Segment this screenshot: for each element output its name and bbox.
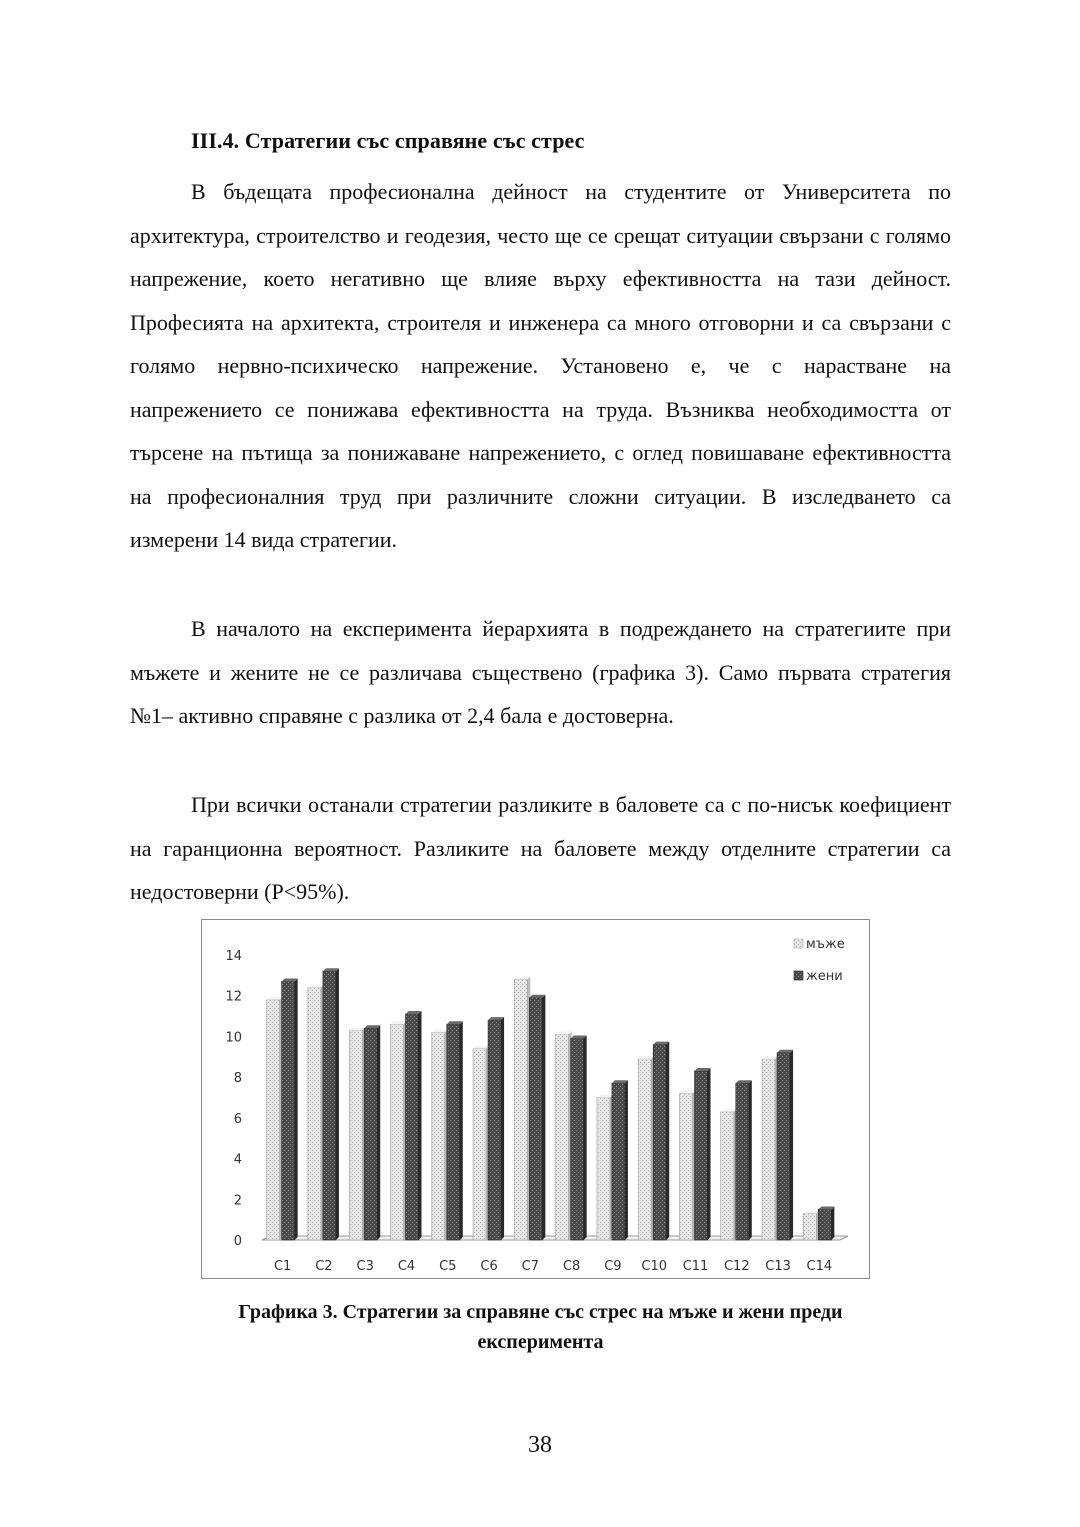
bar-front xyxy=(695,1071,708,1240)
bar-мъже-c13 xyxy=(762,1056,778,1240)
legend-swatch-мъже xyxy=(794,939,803,948)
x-tick-label-c1: C1 xyxy=(273,1259,292,1274)
bar-side xyxy=(584,1035,587,1240)
bar-front xyxy=(556,1034,569,1240)
x-axis-ticks xyxy=(274,1259,832,1274)
paragraph-3-text: При всички останали стратегии разликите в баловете са с по-нисък коефициент на гаранционна вероятност. Разликите на баловете между отделните стратегии са недостоверни (P<95%). xyxy=(130,792,951,904)
bar-жени-c12 xyxy=(736,1080,752,1240)
bar-side xyxy=(501,1017,504,1240)
bar-жени-c7 xyxy=(529,995,545,1240)
y-tick-label: 4 xyxy=(233,1152,242,1168)
x-tick-label-c11: C11 xyxy=(682,1259,709,1274)
bar-side xyxy=(790,1050,793,1240)
bar-мъже-c7 xyxy=(514,976,530,1240)
bar-мъже-c10 xyxy=(638,1056,654,1240)
y-axis-ticks xyxy=(225,949,242,1249)
bar-front xyxy=(638,1059,651,1240)
bar-front xyxy=(736,1083,749,1240)
x-tick-label-c12: C12 xyxy=(723,1259,750,1274)
bar-front xyxy=(432,1032,445,1240)
bar-front xyxy=(473,1049,486,1240)
x-tick-label-c3: C3 xyxy=(356,1259,374,1274)
y-tick-label: 8 xyxy=(233,1071,242,1087)
bar-мъже-c14 xyxy=(803,1211,819,1240)
y-tick-label: 6 xyxy=(233,1111,242,1127)
x-tick-label-c13: C13 xyxy=(765,1259,791,1274)
bar-front xyxy=(818,1209,831,1240)
bar-front xyxy=(364,1028,377,1240)
paragraph-2 xyxy=(130,607,951,738)
page-number: 38 xyxy=(528,1432,552,1458)
bar-side xyxy=(831,1206,834,1240)
y-tick-label: 12 xyxy=(225,989,242,1005)
bar-жени-c10 xyxy=(653,1042,669,1240)
bar-front xyxy=(653,1045,666,1240)
bar-жени-c11 xyxy=(695,1068,711,1240)
bar-front xyxy=(529,998,542,1240)
legend-label-жени: жени xyxy=(806,969,843,984)
paragraph-1-text: В бъдещата професионална дейност на студентите от Университета по архитектура, строителство и геодезия, често ще се срещат ситуации свързани с голямо напрежение, което негативно ще влияе върху ефективността на тази дейност. Професията на архитекта, строителя и инженера са много отговорни и са свързани с голямо нервно-психическо напрежение. Установено е, че с нарастване на напрежението се понижава ефективността на труда. Възниква необходимостта от търсене на пътища за понижаване напрежението, с оглед повишаване ефективността на професионалния труд при различните сложни ситуации. В изследването са измерени 14 вида стратегии. xyxy=(130,179,951,552)
section-heading: III.4. Стратегии със справяне със стрес xyxy=(191,128,585,153)
bar-front xyxy=(803,1214,816,1240)
bar-front xyxy=(571,1038,584,1240)
bar-side xyxy=(625,1080,628,1240)
bar-мъже-c6 xyxy=(473,1046,489,1240)
bar-front xyxy=(680,1093,693,1240)
bar-мъже-c1 xyxy=(267,997,283,1240)
bar-мъже-c4 xyxy=(391,1021,407,1240)
bar-мъже-c5 xyxy=(432,1029,448,1240)
bar-жени-c4 xyxy=(406,1011,422,1240)
bar-front xyxy=(323,971,336,1240)
bar-front xyxy=(597,1098,610,1241)
y-tick-label: 2 xyxy=(233,1193,242,1209)
bar-chart-svg xyxy=(202,920,869,1278)
paragraph-3 xyxy=(130,783,951,914)
bar-side xyxy=(295,978,298,1240)
bar-side xyxy=(377,1025,380,1240)
x-tick-label-c9: C9 xyxy=(604,1259,622,1274)
bar-series xyxy=(267,968,835,1240)
bar-front xyxy=(721,1112,734,1240)
bar-front xyxy=(514,979,527,1240)
legend-swatch-жени xyxy=(794,971,803,980)
bar-мъже-c12 xyxy=(721,1109,737,1240)
bar-side xyxy=(749,1080,752,1240)
bar-front xyxy=(762,1059,775,1240)
x-tick-label-c4: C4 xyxy=(397,1259,416,1274)
bar-front xyxy=(488,1020,501,1240)
x-tick-label-c7: C7 xyxy=(521,1259,540,1274)
bar-мъже-c9 xyxy=(597,1095,613,1241)
bar-мъже-c3 xyxy=(349,1027,365,1240)
y-tick-label: 10 xyxy=(225,1030,242,1046)
x-tick-label-c14: C14 xyxy=(806,1259,833,1274)
bar-жени-c6 xyxy=(488,1017,504,1240)
bar-side xyxy=(419,1011,422,1240)
paragraph-1 xyxy=(130,170,951,562)
bar-front xyxy=(612,1083,625,1240)
bar-front xyxy=(267,1000,280,1240)
bar-front xyxy=(308,988,321,1240)
x-tick-label-c5: C5 xyxy=(439,1259,457,1274)
x-tick-label-c10: C10 xyxy=(641,1259,668,1274)
x-tick-label-c6: C6 xyxy=(480,1259,498,1274)
y-tick-label: 0 xyxy=(233,1234,242,1249)
bar-жени-c3 xyxy=(364,1025,380,1240)
y-tick-label: 14 xyxy=(225,949,242,964)
bar-мъже-c8 xyxy=(556,1031,572,1240)
paragraph-2-text: В началото на експеримента йерархията в подреждането на стратегиите при мъжете и жените не се различава съществено (графика 3). Само първата стратегия №1– активно справяне с разлика от 2,4 бала е достоверна. xyxy=(130,616,951,728)
bar-мъже-c11 xyxy=(680,1090,696,1240)
bar-жени-c2 xyxy=(323,968,339,1240)
bar-front xyxy=(447,1024,460,1240)
bar-жени-c5 xyxy=(447,1021,463,1240)
bar-front xyxy=(777,1053,790,1240)
bar-side xyxy=(708,1068,711,1240)
bar-front xyxy=(406,1014,419,1240)
bar-side xyxy=(336,968,339,1240)
bar-мъже-c2 xyxy=(308,985,324,1240)
x-tick-label-c8: C8 xyxy=(562,1259,581,1274)
bar-front xyxy=(391,1024,404,1240)
bar-side xyxy=(542,995,545,1240)
chart-legend xyxy=(794,937,845,984)
bar-side xyxy=(666,1042,669,1240)
bar-front xyxy=(349,1030,362,1240)
bar-жени-c9 xyxy=(612,1080,628,1240)
bar-жени-c13 xyxy=(777,1050,793,1240)
bar-жени-c8 xyxy=(571,1035,587,1240)
bar-жени-c1 xyxy=(282,978,298,1240)
caption-line-1: Графика 3. Стратегии за справяне със стрес на мъже и жени преди xyxy=(238,1301,843,1323)
x-tick-label-c2: C2 xyxy=(315,1259,333,1274)
bar-front xyxy=(282,981,295,1240)
bar-side xyxy=(460,1021,463,1240)
figure-caption xyxy=(130,1297,951,1357)
legend-label-мъже: мъже xyxy=(806,937,845,952)
bar-жени-c14 xyxy=(818,1206,834,1240)
bar-chart xyxy=(201,919,870,1279)
caption-line-2: експеримента xyxy=(477,1331,604,1353)
